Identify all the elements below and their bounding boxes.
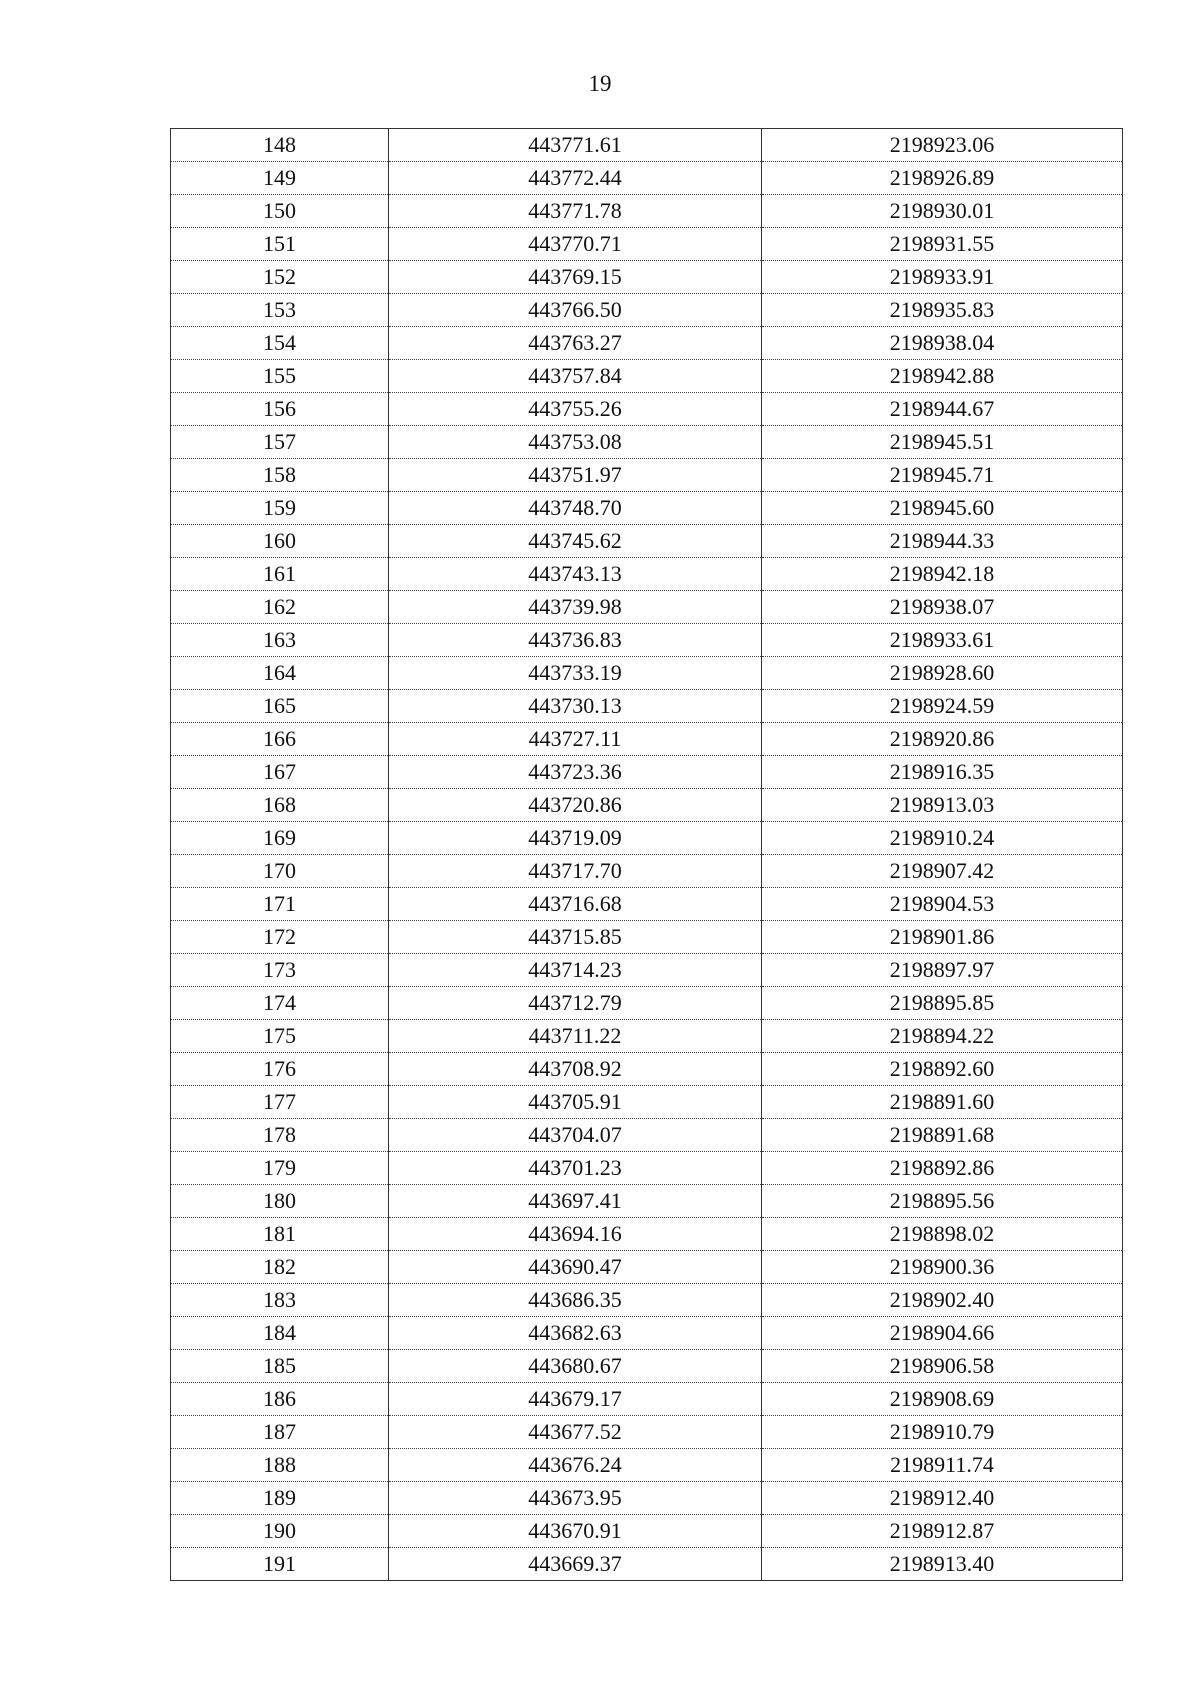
y-coordinate-cell: 2198897.97 bbox=[762, 954, 1123, 987]
x-coordinate-cell: 443670.91 bbox=[389, 1515, 762, 1548]
point-number-cell: 165 bbox=[171, 690, 389, 723]
point-number-cell: 185 bbox=[171, 1350, 389, 1383]
point-number-cell: 187 bbox=[171, 1416, 389, 1449]
point-number-cell: 159 bbox=[171, 492, 389, 525]
point-number-cell: 150 bbox=[171, 195, 389, 228]
y-coordinate-cell: 2198935.83 bbox=[762, 294, 1123, 327]
table-row bbox=[171, 360, 1123, 393]
y-coordinate-cell: 2198895.85 bbox=[762, 987, 1123, 1020]
y-coordinate-cell: 2198901.86 bbox=[762, 921, 1123, 954]
y-coordinate-cell: 2198910.79 bbox=[762, 1416, 1123, 1449]
point-number-cell: 164 bbox=[171, 657, 389, 690]
table-row bbox=[171, 822, 1123, 855]
table-row bbox=[171, 657, 1123, 690]
y-coordinate-cell: 2198902.40 bbox=[762, 1284, 1123, 1317]
table-row bbox=[171, 1548, 1123, 1581]
y-coordinate-cell: 2198911.74 bbox=[762, 1449, 1123, 1482]
table-row bbox=[171, 1218, 1123, 1251]
point-number-cell: 173 bbox=[171, 954, 389, 987]
x-coordinate-cell: 443704.07 bbox=[389, 1119, 762, 1152]
y-coordinate-cell: 2198913.40 bbox=[762, 1548, 1123, 1581]
point-number-cell: 152 bbox=[171, 261, 389, 294]
table-row bbox=[171, 789, 1123, 822]
y-coordinate-cell: 2198906.58 bbox=[762, 1350, 1123, 1383]
y-coordinate-cell: 2198904.66 bbox=[762, 1317, 1123, 1350]
point-number-cell: 179 bbox=[171, 1152, 389, 1185]
y-coordinate-cell: 2198895.56 bbox=[762, 1185, 1123, 1218]
x-coordinate-cell: 443753.08 bbox=[389, 426, 762, 459]
table-row bbox=[171, 162, 1123, 195]
y-coordinate-cell: 2198912.87 bbox=[762, 1515, 1123, 1548]
page-number: 19 bbox=[588, 71, 612, 96]
point-number-cell: 186 bbox=[171, 1383, 389, 1416]
table-row bbox=[171, 690, 1123, 723]
point-number-cell: 158 bbox=[171, 459, 389, 492]
table-row bbox=[171, 129, 1123, 162]
point-number-cell: 170 bbox=[171, 855, 389, 888]
table-row bbox=[171, 1449, 1123, 1482]
point-number-cell: 177 bbox=[171, 1086, 389, 1119]
table-row bbox=[171, 1251, 1123, 1284]
table-row bbox=[171, 261, 1123, 294]
coordinates-table-body bbox=[171, 129, 1123, 1581]
table-row bbox=[171, 294, 1123, 327]
y-coordinate-cell: 2198908.69 bbox=[762, 1383, 1123, 1416]
y-coordinate-cell: 2198930.01 bbox=[762, 195, 1123, 228]
x-coordinate-cell: 443723.36 bbox=[389, 756, 762, 789]
y-coordinate-cell: 2198912.40 bbox=[762, 1482, 1123, 1515]
point-number-cell: 188 bbox=[171, 1449, 389, 1482]
table-row bbox=[171, 1416, 1123, 1449]
x-coordinate-cell: 443771.61 bbox=[389, 129, 762, 162]
table-row bbox=[171, 954, 1123, 987]
x-coordinate-cell: 443690.47 bbox=[389, 1251, 762, 1284]
x-coordinate-cell: 443716.68 bbox=[389, 888, 762, 921]
y-coordinate-cell: 2198926.89 bbox=[762, 162, 1123, 195]
x-coordinate-cell: 443720.86 bbox=[389, 789, 762, 822]
point-number-cell: 166 bbox=[171, 723, 389, 756]
y-coordinate-cell: 2198904.53 bbox=[762, 888, 1123, 921]
point-number-cell: 175 bbox=[171, 1020, 389, 1053]
table-row bbox=[171, 1086, 1123, 1119]
table-row bbox=[171, 393, 1123, 426]
x-coordinate-cell: 443743.13 bbox=[389, 558, 762, 591]
table-row bbox=[171, 558, 1123, 591]
point-number-cell: 156 bbox=[171, 393, 389, 426]
point-number-cell: 169 bbox=[171, 822, 389, 855]
x-coordinate-cell: 443733.19 bbox=[389, 657, 762, 690]
x-coordinate-cell: 443694.16 bbox=[389, 1218, 762, 1251]
x-coordinate-cell: 443730.13 bbox=[389, 690, 762, 723]
table-row bbox=[171, 921, 1123, 954]
y-coordinate-cell: 2198942.18 bbox=[762, 558, 1123, 591]
point-number-cell: 174 bbox=[171, 987, 389, 1020]
table-row bbox=[171, 888, 1123, 921]
y-coordinate-cell: 2198938.07 bbox=[762, 591, 1123, 624]
y-coordinate-cell: 2198933.61 bbox=[762, 624, 1123, 657]
point-number-cell: 176 bbox=[171, 1053, 389, 1086]
x-coordinate-cell: 443711.22 bbox=[389, 1020, 762, 1053]
table-row bbox=[171, 1185, 1123, 1218]
point-number-cell: 189 bbox=[171, 1482, 389, 1515]
table-row bbox=[171, 327, 1123, 360]
y-coordinate-cell: 2198898.02 bbox=[762, 1218, 1123, 1251]
table-row bbox=[171, 987, 1123, 1020]
point-number-cell: 184 bbox=[171, 1317, 389, 1350]
point-number-cell: 148 bbox=[171, 129, 389, 162]
y-coordinate-cell: 2198900.36 bbox=[762, 1251, 1123, 1284]
y-coordinate-cell: 2198933.91 bbox=[762, 261, 1123, 294]
point-number-cell: 168 bbox=[171, 789, 389, 822]
table-row bbox=[171, 1383, 1123, 1416]
point-number-cell: 190 bbox=[171, 1515, 389, 1548]
point-number-cell: 178 bbox=[171, 1119, 389, 1152]
y-coordinate-cell: 2198924.59 bbox=[762, 690, 1123, 723]
table-row bbox=[171, 1317, 1123, 1350]
y-coordinate-cell: 2198945.60 bbox=[762, 492, 1123, 525]
coordinates-table bbox=[170, 128, 1123, 1581]
y-coordinate-cell: 2198891.68 bbox=[762, 1119, 1123, 1152]
y-coordinate-cell: 2198910.24 bbox=[762, 822, 1123, 855]
table-row bbox=[171, 525, 1123, 558]
table-row bbox=[171, 1350, 1123, 1383]
y-coordinate-cell: 2198945.51 bbox=[762, 426, 1123, 459]
point-number-cell: 167 bbox=[171, 756, 389, 789]
x-coordinate-cell: 443727.11 bbox=[389, 723, 762, 756]
x-coordinate-cell: 443772.44 bbox=[389, 162, 762, 195]
y-coordinate-cell: 2198913.03 bbox=[762, 789, 1123, 822]
point-number-cell: 171 bbox=[171, 888, 389, 921]
table-row bbox=[171, 1515, 1123, 1548]
x-coordinate-cell: 443751.97 bbox=[389, 459, 762, 492]
x-coordinate-cell: 443715.85 bbox=[389, 921, 762, 954]
y-coordinate-cell: 2198892.86 bbox=[762, 1152, 1123, 1185]
point-number-cell: 151 bbox=[171, 228, 389, 261]
y-coordinate-cell: 2198944.33 bbox=[762, 525, 1123, 558]
x-coordinate-cell: 443679.17 bbox=[389, 1383, 762, 1416]
y-coordinate-cell: 2198891.60 bbox=[762, 1086, 1123, 1119]
x-coordinate-cell: 443763.27 bbox=[389, 327, 762, 360]
table-row bbox=[171, 492, 1123, 525]
x-coordinate-cell: 443705.91 bbox=[389, 1086, 762, 1119]
x-coordinate-cell: 443697.41 bbox=[389, 1185, 762, 1218]
y-coordinate-cell: 2198892.60 bbox=[762, 1053, 1123, 1086]
y-coordinate-cell: 2198938.04 bbox=[762, 327, 1123, 360]
y-coordinate-cell: 2198942.88 bbox=[762, 360, 1123, 393]
x-coordinate-cell: 443708.92 bbox=[389, 1053, 762, 1086]
y-coordinate-cell: 2198916.35 bbox=[762, 756, 1123, 789]
point-number-cell: 180 bbox=[171, 1185, 389, 1218]
x-coordinate-cell: 443680.67 bbox=[389, 1350, 762, 1383]
x-coordinate-cell: 443757.84 bbox=[389, 360, 762, 393]
table-row bbox=[171, 195, 1123, 228]
x-coordinate-cell: 443745.62 bbox=[389, 525, 762, 558]
x-coordinate-cell: 443669.37 bbox=[389, 1548, 762, 1581]
x-coordinate-cell: 443719.09 bbox=[389, 822, 762, 855]
table-row bbox=[171, 426, 1123, 459]
table-row bbox=[171, 1284, 1123, 1317]
x-coordinate-cell: 443717.70 bbox=[389, 855, 762, 888]
point-number-cell: 183 bbox=[171, 1284, 389, 1317]
table-row bbox=[171, 459, 1123, 492]
table-row bbox=[171, 756, 1123, 789]
point-number-cell: 162 bbox=[171, 591, 389, 624]
point-number-cell: 191 bbox=[171, 1548, 389, 1581]
x-coordinate-cell: 443769.15 bbox=[389, 261, 762, 294]
table-row bbox=[171, 1152, 1123, 1185]
y-coordinate-cell: 2198894.22 bbox=[762, 1020, 1123, 1053]
table-row bbox=[171, 1482, 1123, 1515]
y-coordinate-cell: 2198945.71 bbox=[762, 459, 1123, 492]
table-row bbox=[171, 855, 1123, 888]
x-coordinate-cell: 443686.35 bbox=[389, 1284, 762, 1317]
point-number-cell: 155 bbox=[171, 360, 389, 393]
x-coordinate-cell: 443701.23 bbox=[389, 1152, 762, 1185]
y-coordinate-cell: 2198920.86 bbox=[762, 723, 1123, 756]
x-coordinate-cell: 443771.78 bbox=[389, 195, 762, 228]
x-coordinate-cell: 443714.23 bbox=[389, 954, 762, 987]
table-row bbox=[171, 1119, 1123, 1152]
table-row bbox=[171, 1020, 1123, 1053]
x-coordinate-cell: 443682.63 bbox=[389, 1317, 762, 1350]
table-row bbox=[171, 624, 1123, 657]
point-number-cell: 149 bbox=[171, 162, 389, 195]
y-coordinate-cell: 2198928.60 bbox=[762, 657, 1123, 690]
x-coordinate-cell: 443712.79 bbox=[389, 987, 762, 1020]
x-coordinate-cell: 443766.50 bbox=[389, 294, 762, 327]
y-coordinate-cell: 2198931.55 bbox=[762, 228, 1123, 261]
point-number-cell: 160 bbox=[171, 525, 389, 558]
x-coordinate-cell: 443673.95 bbox=[389, 1482, 762, 1515]
point-number-cell: 154 bbox=[171, 327, 389, 360]
y-coordinate-cell: 2198944.67 bbox=[762, 393, 1123, 426]
point-number-cell: 163 bbox=[171, 624, 389, 657]
table-row bbox=[171, 1053, 1123, 1086]
y-coordinate-cell: 2198907.42 bbox=[762, 855, 1123, 888]
x-coordinate-cell: 443748.70 bbox=[389, 492, 762, 525]
table-row bbox=[171, 228, 1123, 261]
x-coordinate-cell: 443677.52 bbox=[389, 1416, 762, 1449]
point-number-cell: 181 bbox=[171, 1218, 389, 1251]
table-row bbox=[171, 723, 1123, 756]
x-coordinate-cell: 443770.71 bbox=[389, 228, 762, 261]
point-number-cell: 153 bbox=[171, 294, 389, 327]
point-number-cell: 182 bbox=[171, 1251, 389, 1284]
x-coordinate-cell: 443736.83 bbox=[389, 624, 762, 657]
x-coordinate-cell: 443739.98 bbox=[389, 591, 762, 624]
x-coordinate-cell: 443676.24 bbox=[389, 1449, 762, 1482]
point-number-cell: 161 bbox=[171, 558, 389, 591]
point-number-cell: 172 bbox=[171, 921, 389, 954]
x-coordinate-cell: 443755.26 bbox=[389, 393, 762, 426]
point-number-cell: 157 bbox=[171, 426, 389, 459]
table-row bbox=[171, 591, 1123, 624]
y-coordinate-cell: 2198923.06 bbox=[762, 129, 1123, 162]
